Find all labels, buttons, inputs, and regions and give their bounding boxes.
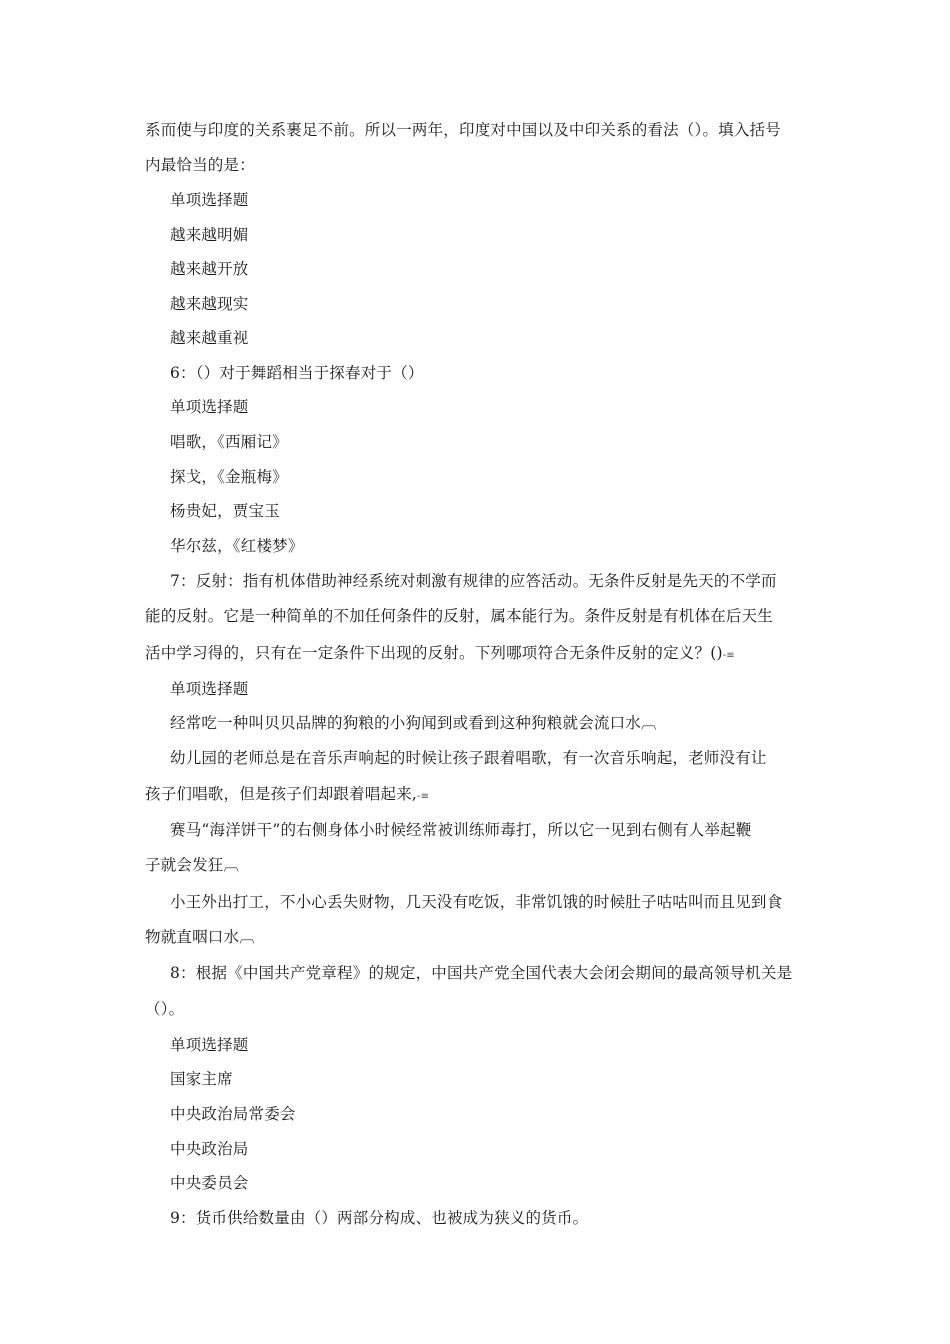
q8-option-a: 国家主席 (170, 1070, 233, 1088)
q7-option-c-line-1: 赛马“海洋饼干”的右侧身体小时候经常被训练师毒打，所以它一见到右侧有人举起鞭 (170, 821, 752, 839)
q8-option-d: 中央委员会 (170, 1174, 249, 1192)
q6-option-a: 唱歌，《西厢记》 (170, 433, 288, 451)
q6-option-b: 探戈，《金瓶梅》 (170, 468, 288, 486)
q7-option-a-text: 经常吃一种叫贝贝品牌的狗粮的小狗闻到或看到这种狗粮就会流口水 (170, 714, 642, 732)
q6-option-c: 杨贵妃，贾宝玉 (170, 502, 280, 520)
q5-type: 单项选择题 (170, 191, 249, 209)
q8-type: 单项选择题 (170, 1036, 249, 1054)
q8-stem-line-1: 8：根据《中国共产党章程》的规定，中国共产党全国代表大会闭会期间的最高领导机关是 (170, 964, 793, 982)
q7-option-a (170, 713, 657, 733)
q7-option-c-mark: ︹ (223, 856, 240, 874)
q7-option-d-line-1: 小王外出打工，不小心丢失财物，几天没有吃饭，非常饥饿的时候肚子咕咕叫而且见到食 (170, 893, 783, 911)
q7-type: 单项选择题 (170, 680, 249, 698)
q7-stem-line-3 (145, 643, 810, 666)
q8-option-c: 中央政治局 (170, 1140, 249, 1158)
q6-option-d: 华尔兹，《红楼梦》 (170, 537, 304, 555)
q5-option-d: 越来越重视 (170, 329, 249, 347)
q5-stem-line-1: 系而使与印度的关系裹足不前。所以一两年，印度对中国以及中印关系的看法（）。填入括号 (145, 121, 781, 139)
q7-option-b-line-1: 幼儿园的老师总是在音乐声响起的时候让孩子跟着唱歌，有一次音乐响起，老师没有让 (170, 749, 767, 767)
q9-stem: 9：货币供给数量由（）两部分构成、也被成为狭义的货币。 (170, 1209, 589, 1227)
q6-stem: 6：（）对于舞蹈相当于探春对于（） (170, 364, 424, 382)
q7-stem-line-2: 能的反射。它是一种简单的不加任何条件的反射，属本能行为。条件反射是有机体在后天生 (145, 607, 774, 625)
q5-option-c: 越来越现实 (170, 295, 249, 313)
q7-option-c-line-2-text: 子就会发狂 (145, 856, 224, 874)
q7-stem-line-1: 7：反射：指有机体借助神经系统对刺激有规律的应答活动。无条件反射是先天的不学而 (170, 572, 777, 590)
q7-option-b-line-2 (145, 784, 810, 807)
q6-type: 单项选择题 (170, 398, 249, 416)
q7-stem-mark: -≡ (722, 650, 735, 661)
q8-stem-line-2: （）。 (145, 1000, 185, 1018)
q7-option-d-line-2-text: 物就直咽口水 (145, 928, 240, 946)
q7-stem-line-3-text: 活中学习得的，只有在一定条件下出现的反射。下列哪项符合无条件反射的定义？() (145, 644, 723, 662)
q7-option-b-line-2-text: 孩子们唱歌，但是孩子们却跟着唱起来, (145, 785, 418, 803)
q5-stem-line-2: 内最恰当的是： (145, 156, 255, 174)
q7-option-d-mark: ︹ (239, 928, 255, 946)
q7-option-d-line-2 (145, 927, 810, 947)
q8-option-b: 中央政治局常委会 (170, 1105, 296, 1123)
q5-option-b: 越来越开放 (170, 260, 249, 278)
q7-option-c-line-2 (145, 855, 810, 875)
q5-option-a: 越来越明媚 (170, 226, 249, 244)
q7-option-b-mark: -≡ (417, 791, 430, 802)
q7-option-a-mark: ︹ (641, 714, 657, 732)
